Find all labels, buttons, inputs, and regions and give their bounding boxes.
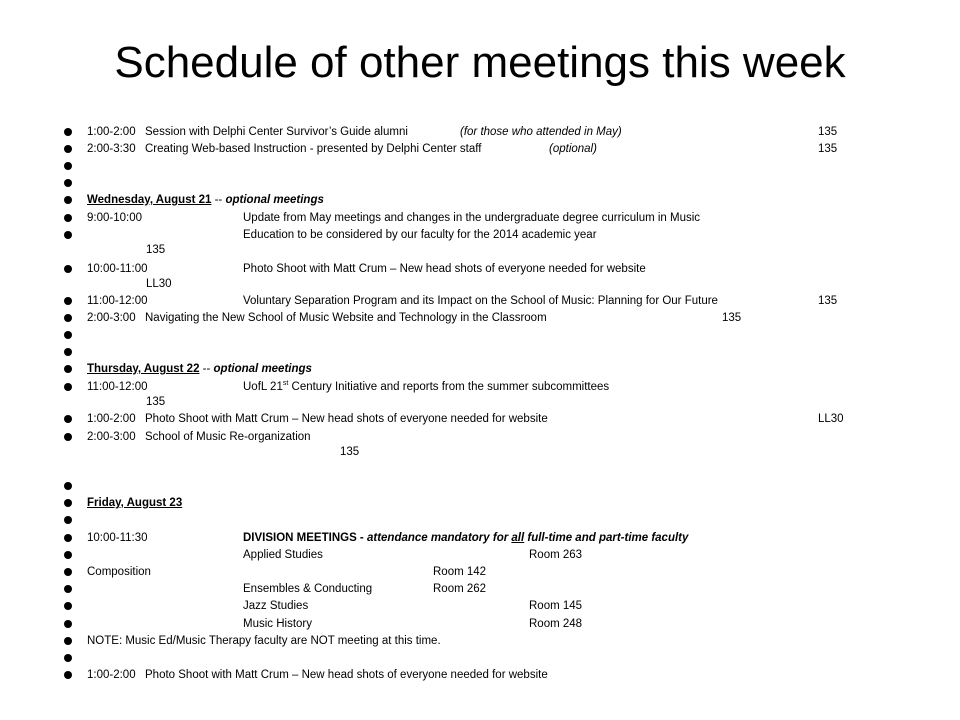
bullet xyxy=(64,499,72,507)
division-room: Room 248 xyxy=(529,618,583,630)
division-name: Applied Studies xyxy=(243,549,323,561)
division-name: Jazz Studies xyxy=(243,600,309,612)
meeting-description: Photo Shoot with Matt Crum – New head shots of everyone needed for website xyxy=(145,413,548,425)
meeting-description: UofL 21st Century Initiative and reports from the summer subcommittees xyxy=(243,380,610,393)
meeting-room: 135 xyxy=(818,143,838,155)
bullet xyxy=(64,602,72,610)
division-room: Room 262 xyxy=(433,583,487,595)
meeting-time: 10:00-11:00 xyxy=(87,263,148,275)
bullet xyxy=(64,196,72,204)
bullet xyxy=(64,534,72,542)
meeting-time: 1:00-2:00 xyxy=(87,413,136,425)
day-heading-thursday: Thursday, August 22 -- optional meetings xyxy=(87,363,312,375)
day-heading-friday: Friday, August 23 xyxy=(87,497,183,509)
division-meetings-line: DIVISION MEETINGS - attendance mandatory for all full-time and part-time faculty xyxy=(243,532,689,544)
meeting-description: Photo Shoot with Matt Crum – New head shots of everyone needed for website xyxy=(243,263,646,275)
meeting-description: Session with Delphi Center Survivor’s Guide alumni xyxy=(145,126,408,138)
meeting-description: Education to be considered by our faculty for the 2014 academic year xyxy=(243,229,597,241)
bullet xyxy=(64,331,72,339)
division-name: Music History xyxy=(243,618,313,630)
meeting-time: 10:00-11:30 xyxy=(87,532,148,544)
meeting-room: 135 xyxy=(146,244,166,256)
division-name: Composition xyxy=(87,566,151,578)
bullet xyxy=(64,128,72,136)
bullet xyxy=(64,620,72,628)
note-line: NOTE: Music Ed/Music Therapy faculty are NOT meeting at this time. xyxy=(87,635,441,647)
meeting-room: 135 xyxy=(146,396,166,408)
meeting-time: 2:00-3:30 xyxy=(87,143,136,155)
bullet xyxy=(64,383,72,391)
meeting-time: 2:00-3:00 xyxy=(87,431,136,443)
bullet xyxy=(64,585,72,593)
meeting-description: School of Music Re-organization xyxy=(145,431,311,443)
meeting-description: Creating Web-based Instruction - presented by Delphi Center staff xyxy=(145,143,482,155)
meeting-room: 135 xyxy=(818,126,838,138)
bullet xyxy=(64,415,72,423)
bullet xyxy=(64,482,72,490)
division-room: Room 142 xyxy=(433,566,487,578)
bullet xyxy=(64,433,72,441)
meeting-room: 135 xyxy=(340,446,360,458)
bullet xyxy=(64,265,72,273)
meeting-description: Update from May meetings and changes in the undergraduate degree curriculum in Music xyxy=(243,212,701,224)
meeting-description: Voluntary Separation Program and its Impact on the School of Music: Planning for Our Future xyxy=(243,295,718,307)
bullet xyxy=(64,637,72,645)
bullet xyxy=(64,162,72,170)
bullet xyxy=(64,551,72,559)
bullet xyxy=(64,671,72,679)
meeting-room: LL30 xyxy=(146,278,172,290)
bullet xyxy=(64,297,72,305)
division-room: Room 263 xyxy=(529,549,583,561)
bullet xyxy=(64,179,72,187)
meeting-note: (optional) xyxy=(549,143,597,155)
meeting-room: 135 xyxy=(722,312,742,324)
meeting-room: LL30 xyxy=(818,413,844,425)
meeting-note: (for those who attended in May) xyxy=(460,126,622,138)
bullet xyxy=(64,654,72,662)
meeting-room: 135 xyxy=(818,295,838,307)
bullet xyxy=(64,516,72,524)
bullet xyxy=(64,365,72,373)
bullet xyxy=(64,314,72,322)
meeting-description: Navigating the New School of Music Website and Technology in the Classroom xyxy=(145,312,547,324)
bullet xyxy=(64,231,72,239)
meeting-time: 2:00-3:00 xyxy=(87,312,136,324)
bullet xyxy=(64,348,72,356)
meeting-time: 1:00-2:00 xyxy=(87,126,136,138)
meeting-time: 11:00-12:00 xyxy=(87,381,148,393)
meeting-time: 1:00-2:00 xyxy=(87,669,136,681)
division-name: Ensembles & Conducting xyxy=(243,583,373,595)
division-room: Room 145 xyxy=(529,600,583,612)
slide-title: Schedule of other meetings this week xyxy=(114,38,846,87)
meeting-description: Photo Shoot with Matt Crum – New head shots of everyone needed for website xyxy=(145,669,548,681)
day-heading-wednesday: Wednesday, August 21 -- optional meetings xyxy=(87,194,324,206)
bullet xyxy=(64,145,72,153)
bullet xyxy=(64,568,72,576)
meeting-time: 9:00-10:00 xyxy=(87,212,142,224)
bullet xyxy=(64,214,72,222)
meeting-time: 11:00-12:00 xyxy=(87,295,148,307)
